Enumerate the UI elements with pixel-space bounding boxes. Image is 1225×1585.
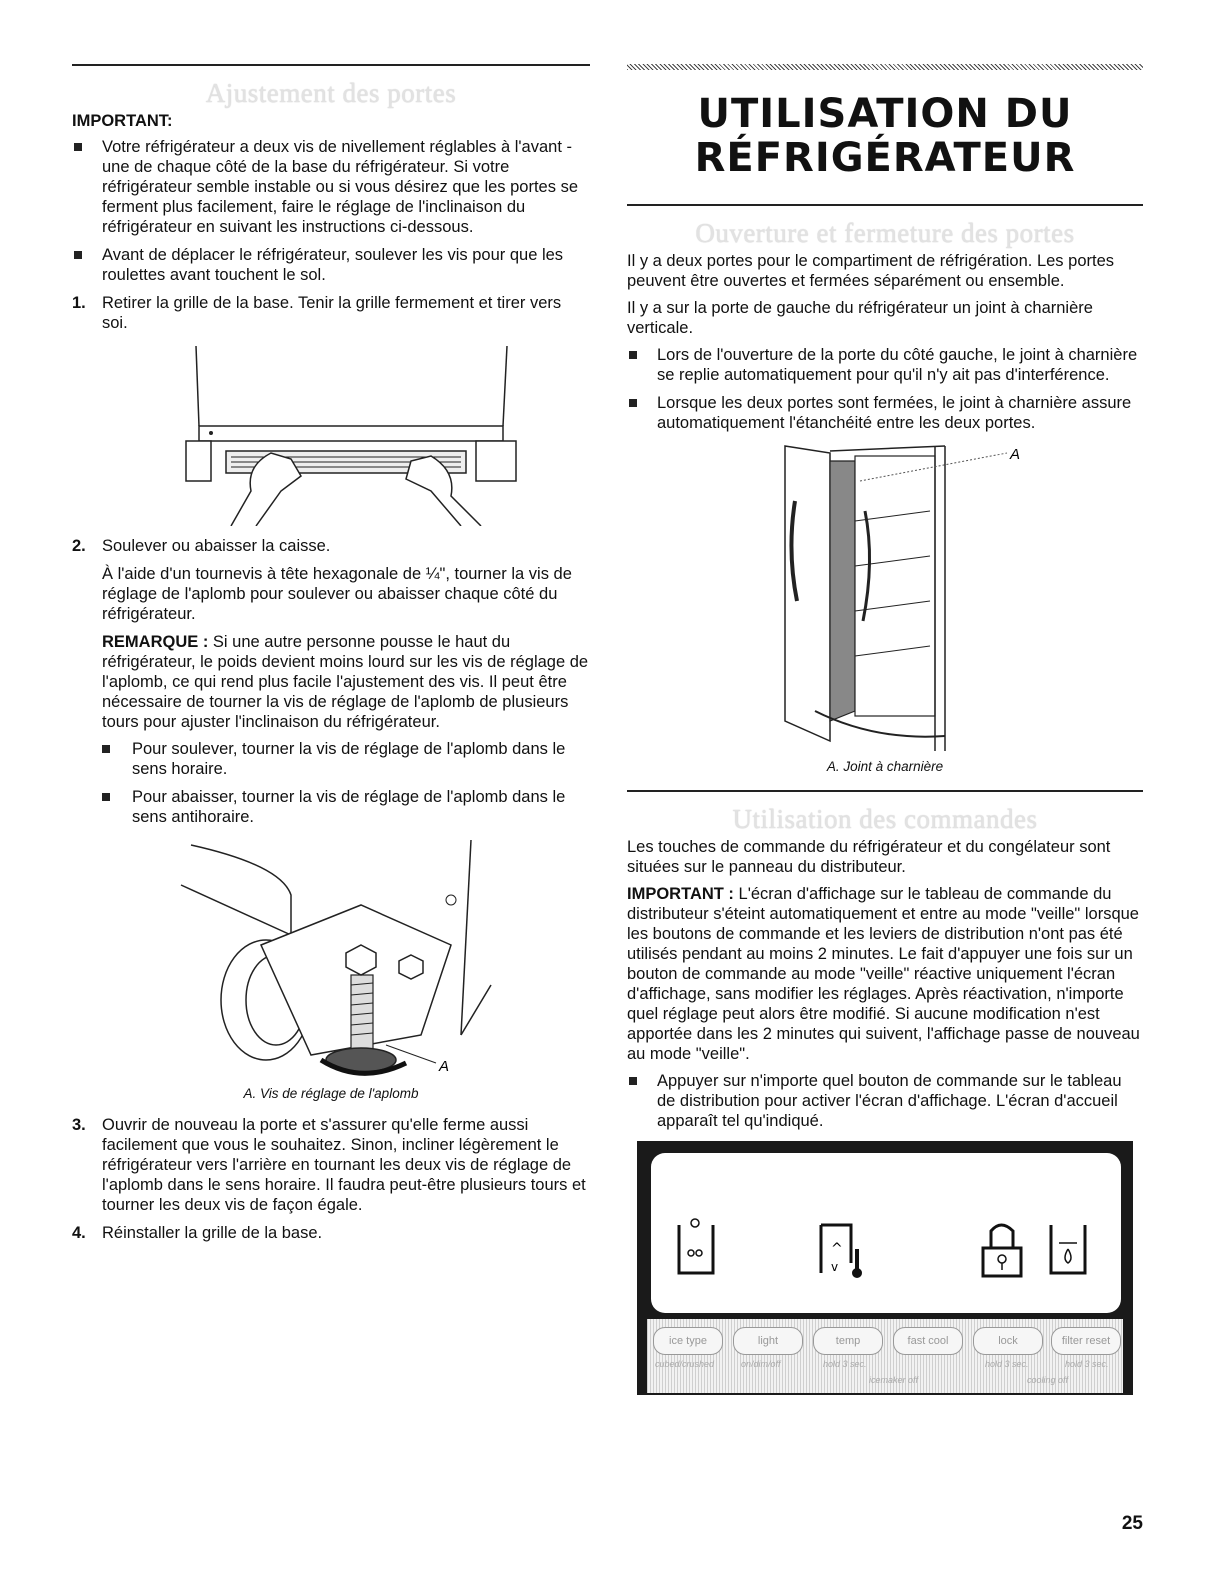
filter-reset-sublabel: hold 3 sec. bbox=[1065, 1359, 1109, 1369]
important-paragraph bbox=[627, 884, 1143, 1064]
important-label: IMPORTANT : bbox=[627, 885, 734, 903]
step-number: 3. bbox=[72, 1116, 86, 1134]
bullet-item: Lors de l'ouverture de la porte du côté gauche, le joint à charnière se replie automatiquement pour qu'il n'y ait pas d'interférence. bbox=[627, 345, 1143, 385]
step-2-detail: À l'aide d'un tournevis à tête hexagonale de ¼", tourner la vis de réglage de l'aplomb pour soulever ou abaisser chaque côté du réfrigérateur. bbox=[102, 565, 572, 623]
bullet-item: Avant de déplacer le réfrigérateur, soulever les vis pour que les roulettes avant touchent le sol. bbox=[72, 245, 590, 285]
leveling-screw-illustration bbox=[161, 835, 501, 1080]
filter-reset-button[interactable]: filter reset bbox=[1051, 1327, 1121, 1355]
figure-caption: A. Joint à charnière bbox=[826, 759, 944, 774]
bullet-item: Lorsque les deux portes sont fermées, le joint à charnière assure automatiquement l'étanchéité entre les deux portes. bbox=[627, 393, 1143, 433]
callout-a: A bbox=[1010, 446, 1021, 463]
svg-text:^: ^ bbox=[831, 1241, 843, 1257]
bullet-item: Appuyer sur n'importe quel bouton de commande sur le tableau de distribution pour activer l'écran d'affichage. L'écran d'accueil apparaît tel qu'indiqué. bbox=[627, 1071, 1143, 1131]
step-2 bbox=[72, 536, 590, 556]
dispenser-control-panel bbox=[637, 1141, 1133, 1395]
step-3 bbox=[72, 1115, 590, 1215]
top-rule-right bbox=[627, 64, 1143, 70]
remarque-label: REMARQUE : bbox=[102, 633, 209, 651]
step-number: 1. bbox=[72, 294, 86, 312]
bullet-item: Votre réfrigérateur a deux vis de nivellement réglables à l'avant - une de chaque côté de la base du réfrigérateur. Si votre réfrigérateur semble instable ou si vous désirez que les portes se ferment plus facilement, faire le réglage de l'inclinaison du réfrigérateur en suivant les instructions ci-dessous. bbox=[72, 137, 590, 237]
top-rule-left bbox=[72, 64, 590, 66]
right-column bbox=[627, 64, 1143, 1395]
remarque-text: Si une autre personne pousse le haut du réfrigérateur, le poids devient moins lourd sur les vis de réglage de l'aplomb, ce qui rend plus facile l'ajustement des vis. Il peut être nécessaire de tourner la vis de réglage de l'aplomb de plusieurs tours pour ajuster l'inclinaison du réfrigérateur. bbox=[102, 633, 589, 731]
temp-sublabel: hold 3 sec. bbox=[823, 1359, 867, 1369]
step-1 bbox=[72, 293, 590, 333]
section-rule bbox=[627, 204, 1143, 206]
lock-icon bbox=[983, 1225, 1021, 1276]
icemaker-off-sublabel: icemaker off bbox=[869, 1375, 919, 1385]
hinged-seal-illustration bbox=[745, 441, 1025, 753]
chapter-title bbox=[627, 92, 1143, 180]
light-sublabel: on/dim/off bbox=[741, 1359, 781, 1369]
cooling-off-sublabel: cooling off bbox=[1027, 1375, 1069, 1385]
base-grille-illustration bbox=[131, 341, 531, 526]
step-number: 2. bbox=[72, 537, 86, 555]
chapter-title-line1: UTILISATION DU bbox=[697, 91, 1073, 137]
light-button[interactable]: light bbox=[733, 1327, 803, 1355]
section-rule bbox=[627, 790, 1143, 792]
temp-button[interactable]: temp bbox=[813, 1327, 883, 1355]
lock-sublabel: hold 3 sec. bbox=[985, 1359, 1029, 1369]
fast-cool-button[interactable]: fast cool bbox=[893, 1327, 963, 1355]
display-icons bbox=[651, 1153, 1121, 1313]
page-number: 25 bbox=[1121, 1513, 1143, 1534]
step-text: Ouvrir de nouveau la porte et s'assurer qu'elle ferme aussi facilement que vous le souhaitez. Sinon, incliner légèrement le réfrigérateur vers l'arrière en tournant les deux vis de réglage de l'aplomb dans le sens horaire. Il faudra peut-être plusieurs tours et tourner les deux vis de façon égale. bbox=[102, 1116, 586, 1214]
step-text: Soulever ou abaisser la caisse. bbox=[102, 537, 331, 555]
ice-type-sublabel: cubed/crushed bbox=[655, 1359, 715, 1369]
section-title-door-adjust: Ajustement des portes bbox=[205, 78, 457, 108]
paragraph: Il y a sur la porte de gauche du réfrigérateur un joint à charnière verticale. bbox=[627, 299, 1093, 337]
temperature-icon bbox=[821, 1225, 862, 1278]
section-title-doors: Ouverture et fermeture des portes bbox=[695, 218, 1075, 248]
ice-type-button[interactable]: ice type bbox=[653, 1327, 723, 1355]
display-screen bbox=[651, 1153, 1121, 1313]
chapter-title-line2: RÉFRIGÉRATEUR bbox=[694, 135, 1076, 181]
section-title-controls: Utilisation des commandes bbox=[732, 804, 1038, 834]
sub-bullet-item: Pour soulever, tourner la vis de réglage de l'aplomb dans le sens horaire. bbox=[72, 739, 590, 779]
figure-caption: A. Vis de réglage de l'aplomb bbox=[243, 1086, 419, 1101]
important-text: L'écran d'affichage sur le tableau de commande du distributeur s'éteint automatiquement et entre au mode "veille" lorsque les boutons de commande et les leviers de distribution n'ont pas été utilisés pendant au moins 2 minutes. Le fait d'appuyer une fois sur un bouton de commande au mode "veille" réactive uniquement l'écran d'affichage, sans modifier les réglages. Après réactivation, n'importe quel réglage peut alors être modifié. Si aucune modification n'est apportée dans les 2 minutes qui suivent, l'affichage passe de nouveau au mode "veille". bbox=[627, 885, 1140, 1063]
left-column bbox=[72, 64, 590, 1251]
ice-type-icon bbox=[679, 1219, 713, 1273]
filter-icon bbox=[1051, 1225, 1085, 1273]
step-text: Retirer la grille de la base. Tenir la grille fermement et tirer vers soi. bbox=[102, 294, 562, 332]
step-text: Réinstaller la grille de la base. bbox=[102, 1224, 323, 1242]
lock-button[interactable]: lock bbox=[973, 1327, 1043, 1355]
step-number: 4. bbox=[72, 1224, 86, 1242]
important-label: IMPORTANT: bbox=[72, 112, 173, 130]
sub-bullet-item: Pour abaisser, tourner la vis de réglage de l'aplomb dans le sens antihoraire. bbox=[72, 787, 590, 827]
step-4 bbox=[72, 1223, 590, 1243]
callout-a: A bbox=[439, 1058, 450, 1075]
paragraph: Il y a deux portes pour le compartiment de réfrigération. Les portes peuvent être ouvertes et fermées séparément ou ensemble. bbox=[627, 252, 1114, 290]
paragraph: Les touches de commande du réfrigérateur et du congélateur sont situées sur le panneau du distributeur. bbox=[627, 838, 1111, 876]
svg-text:v: v bbox=[831, 1260, 839, 1274]
control-button-row bbox=[647, 1319, 1123, 1393]
remarque-paragraph bbox=[72, 632, 590, 732]
